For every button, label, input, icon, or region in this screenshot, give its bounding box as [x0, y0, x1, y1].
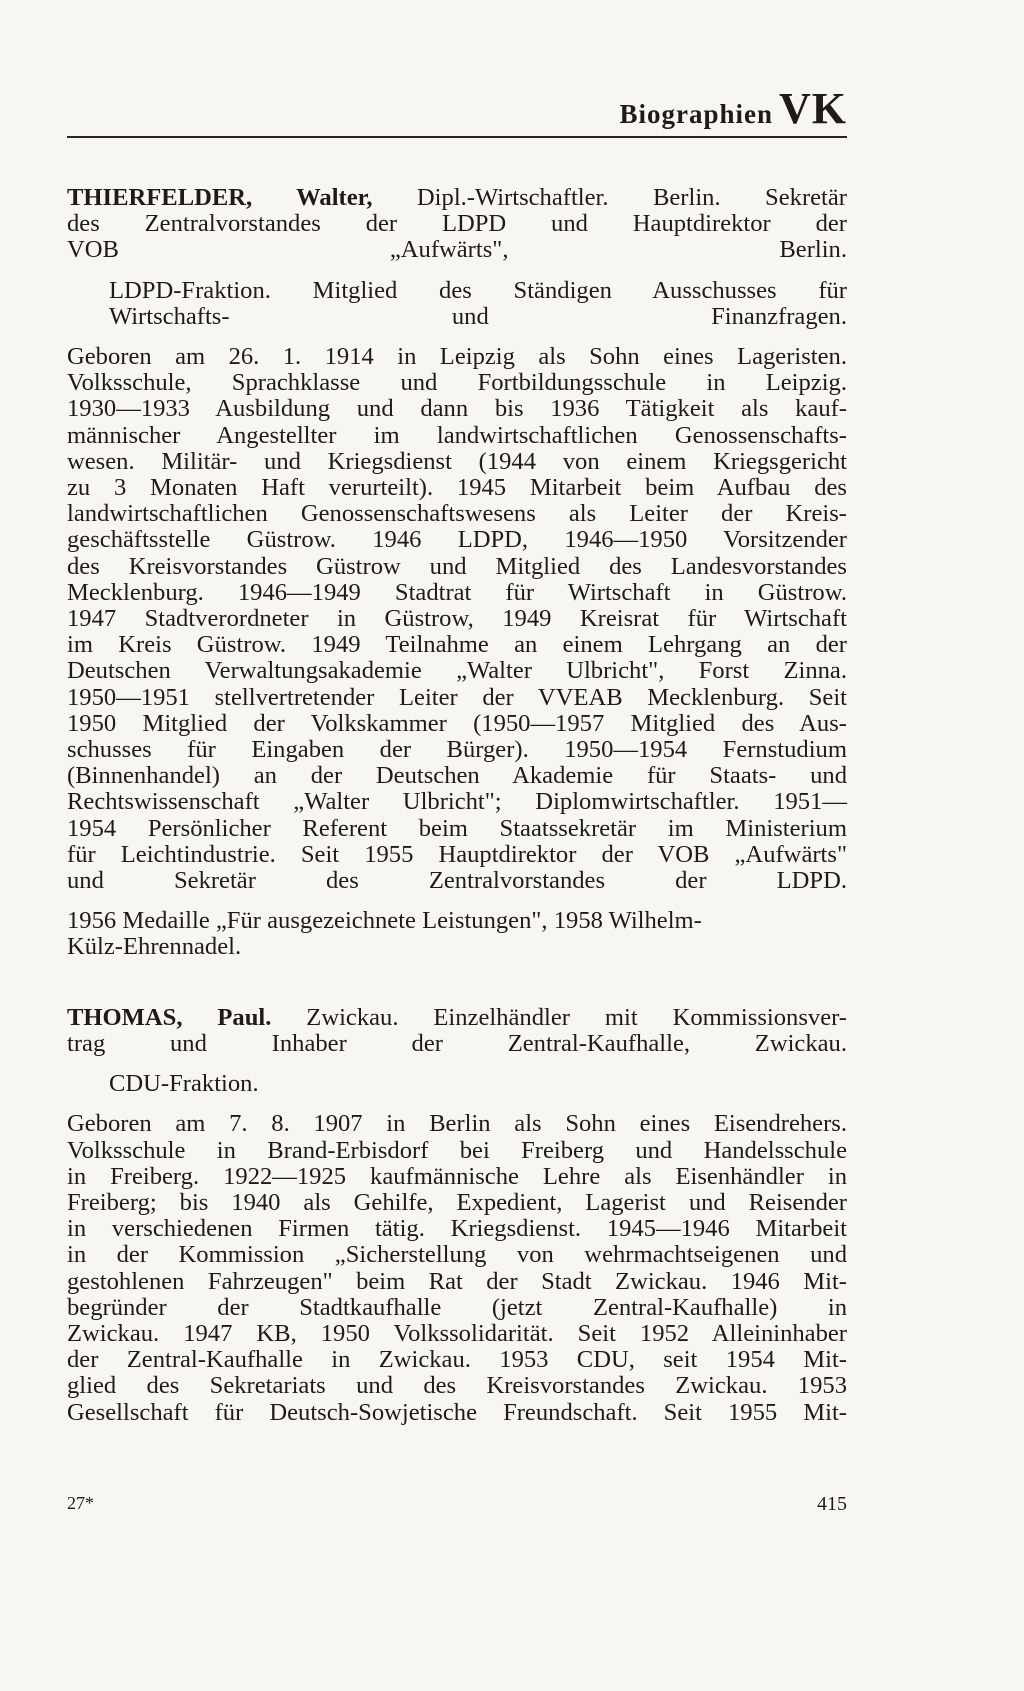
bio-line: für Leichtindustrie. Seit 1955 Hauptdirektor der VOB „Aufwärts"	[67, 840, 847, 868]
bio-line: Zwickau. 1947 KB, 1950 Volkssolidarität. Seit 1952 Alleininhaber	[67, 1319, 847, 1347]
heading-first-line	[67, 1003, 847, 1031]
bio-line: Geboren am 26. 1. 1914 in Leipzig als Sohn eines Lageristen.	[67, 343, 847, 371]
bio-line: Volksschule, Sprachklasse und Fortbildungsschule in Leipzig.	[67, 369, 847, 397]
bio-line: (Binnenhandel) an der Deutschen Akademie für Staats- und	[67, 762, 847, 790]
bio-line: Deutschen Verwaltungsakademie „Walter Ulbricht", Forst Zinna.	[67, 657, 847, 685]
biography-entry	[67, 1005, 847, 1426]
bio-line: männischer Angestellter im landwirtschaftlichen Genossenschafts-	[67, 421, 847, 449]
honors-line: Külz-Ehrennadel.	[67, 933, 242, 961]
running-head-text	[619, 84, 847, 133]
heading-line: trag und Inhaber der Zentral-Kaufhalle, Zwickau.	[67, 1029, 847, 1057]
entry-heading	[67, 1005, 847, 1057]
bio-line: und Sekretär des Zentralvorstandes der LDPD.	[67, 867, 847, 895]
heading-text: Dipl.-Wirtschaftler. Berlin. Sekretär	[372, 184, 847, 211]
bio-line: Freiberg; bis 1940 als Gehilfe, Expedient, Lagerist und Reisender	[67, 1188, 847, 1216]
biography-paragraph	[67, 344, 847, 894]
page-body	[67, 185, 847, 1426]
bio-line: des Kreisvorstandes Güstrow und Mitglied des Landesvorstandes	[67, 552, 847, 580]
bio-line: Mecklenburg. 1946—1949 Stadtrat für Wirtschaft in Güstrow.	[67, 578, 847, 606]
running-head-mark: VK	[779, 84, 847, 133]
fraction-paragraph	[67, 278, 847, 330]
bio-line: Gesellschaft für Deutsch-Sowjetische Freundschaft. Seit 1955 Mit-	[67, 1398, 847, 1426]
honors-paragraph	[67, 908, 847, 960]
bio-line: zu 3 Monaten Haft verurteilt). 1945 Mitarbeit beim Aufbau des	[67, 474, 847, 502]
bio-line: in verschiedenen Firmen tätig. Kriegsdienst. 1945—1946 Mitarbeit	[67, 1215, 847, 1243]
bio-line: wesen. Militär- und Kriegsdienst (1944 von einem Kriegsgericht	[67, 447, 847, 475]
bio-line: Rechtswissenschaft „Walter Ulbricht"; Diplomwirtschaftler. 1951—	[67, 788, 847, 816]
heading-first-line	[67, 184, 847, 211]
fraction-line: CDU-Fraktion.	[109, 1070, 259, 1098]
fraction-line: Wirtschafts- und Finanzfragen.	[109, 302, 847, 330]
bio-line: begründer der Stadtkaufhalle (jetzt Zentral-Kaufhalle) in	[67, 1293, 847, 1321]
bio-line: glied des Sekretariats und des Kreisvorstandes Zwickau. 1953	[67, 1372, 847, 1400]
biography-paragraph	[67, 1111, 847, 1425]
page-footer	[67, 1493, 847, 1523]
bio-line: in der Kommission „Sicherstellung von wehrmachtseigenen und	[67, 1241, 847, 1269]
bio-line: 1954 Persönlicher Referent beim Staatssekretär im Ministerium	[67, 814, 847, 842]
heading-line: des Zentralvorstandes der LDPD und Hauptdirektor der	[67, 210, 847, 238]
person-name: THIERFELDER, Walter,	[67, 184, 373, 211]
person-name: THOMAS, Paul.	[67, 1003, 272, 1031]
entry-heading	[67, 185, 847, 264]
heading-line: VOB „Aufwärts", Berlin.	[67, 236, 847, 264]
biography-entry	[67, 185, 847, 961]
bio-line: in Freiberg. 1922—1925 kaufmännische Lehre als Eisenhändler in	[67, 1162, 847, 1190]
bio-line: 1950—1951 stellvertretender Leiter der VVEAB Mecklenburg. Seit	[67, 683, 847, 711]
running-head	[67, 84, 847, 138]
fraction-paragraph	[67, 1071, 847, 1097]
bio-line: im Kreis Güstrow. 1949 Teilnahme an einem Lehrgang an der	[67, 631, 847, 659]
bio-line: landwirtschaftlichen Genossenschaftswesens als Leiter der Kreis-	[67, 500, 847, 528]
bio-line: 1947 Stadtverordneter in Güstrow, 1949 Kreisrat für Wirtschaft	[67, 605, 847, 633]
bio-line: Volksschule in Brand-Erbisdorf bei Freiberg und Handelsschule	[67, 1136, 847, 1164]
bio-line: der Zentral-Kaufhalle in Zwickau. 1953 CDU, seit 1954 Mit-	[67, 1346, 847, 1374]
running-head-title: Biographien	[619, 99, 773, 129]
bio-line: Geboren am 7. 8. 1907 in Berlin als Sohn eines Eisendrehers.	[67, 1110, 847, 1138]
bio-line: 1950 Mitglied der Volkskammer (1950—1957 Mitglied des Aus-	[67, 709, 847, 737]
fraction-line: LDPD-Fraktion. Mitglied des Ständigen Ausschusses für	[109, 276, 847, 304]
honors-line: 1956 Medaille „Für ausgezeichnete Leistungen", 1958 Wilhelm-	[67, 907, 702, 935]
bio-line: 1930—1933 Ausbildung und dann bis 1936 Tätigkeit als kauf-	[67, 395, 847, 423]
heading-text: Zwickau. Einzelhändler mit Kommissionsver-	[271, 1003, 847, 1031]
signature-mark: 27*	[67, 1493, 94, 1513]
bio-line: schusses für Eingaben der Bürger). 1950—1954 Fernstudium	[67, 736, 847, 764]
page-number: 415	[817, 1493, 847, 1515]
bio-line: geschäftsstelle Güstrow. 1946 LDPD, 1946—1950 Vorsitzender	[67, 526, 847, 554]
bio-line: gestohlenen Fahrzeugen" beim Rat der Stadt Zwickau. 1946 Mit-	[67, 1267, 847, 1295]
